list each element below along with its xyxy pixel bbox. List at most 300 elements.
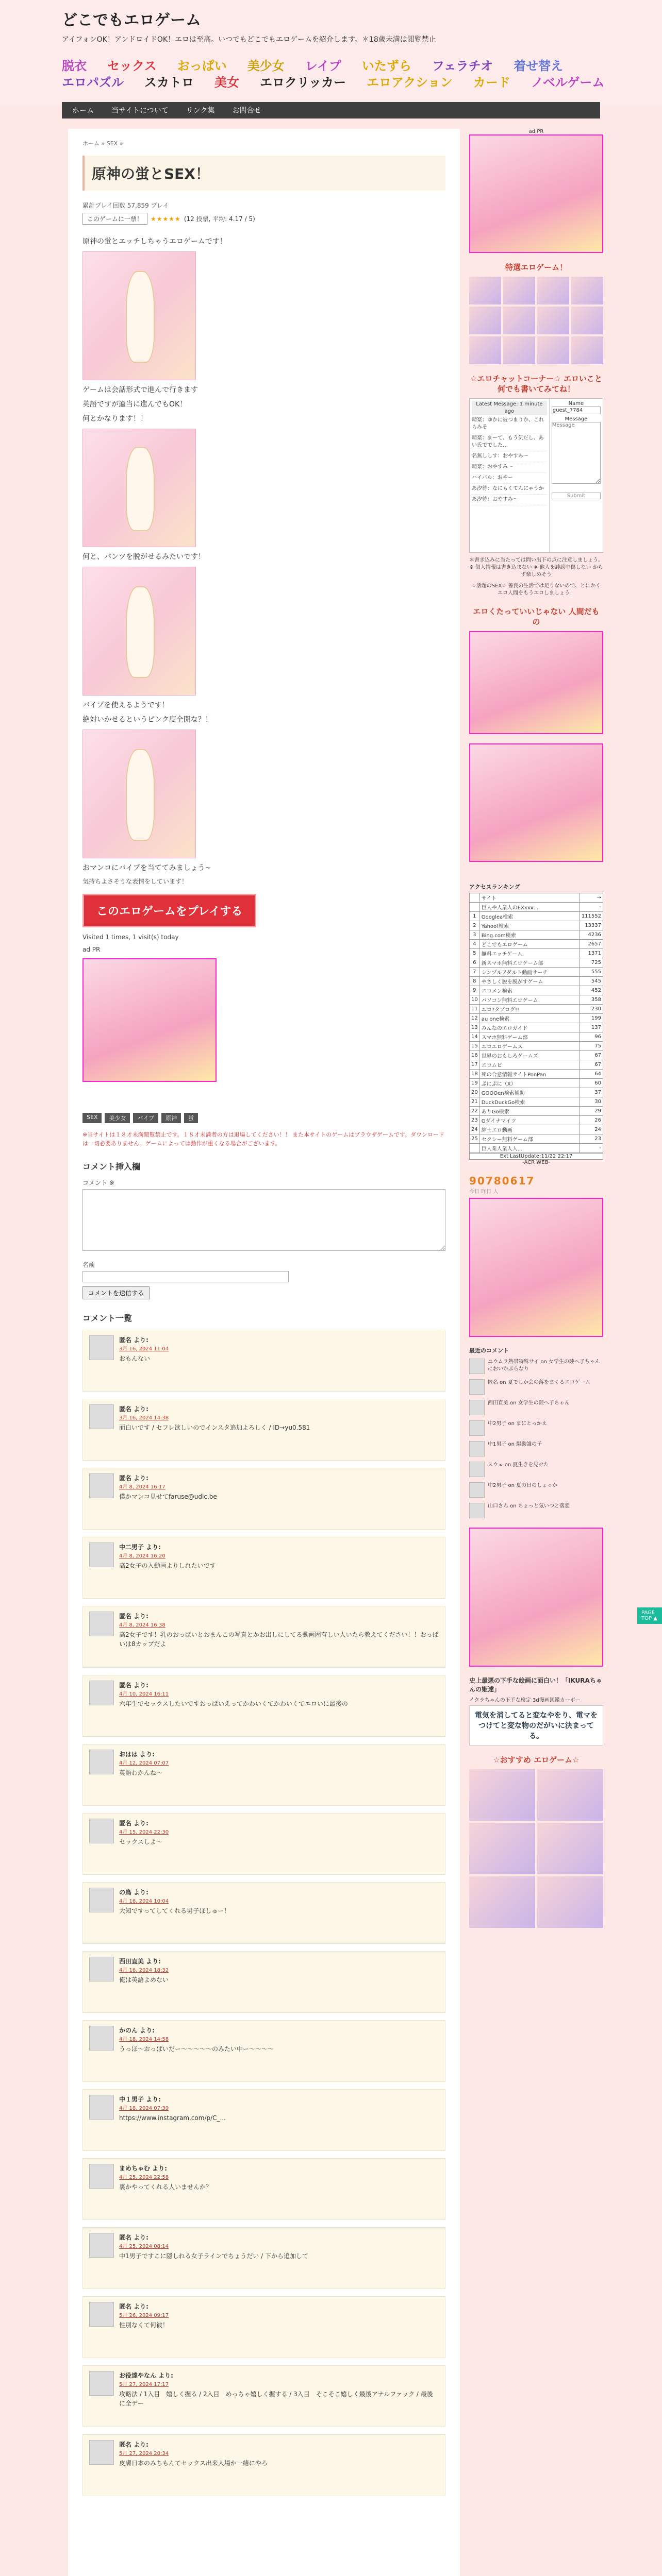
tag-link[interactable]: エロクリッカー <box>260 75 346 90</box>
comment-text: セックスしよ～ <box>119 1838 162 1845</box>
rank-row <box>470 1107 603 1116</box>
rank-site-link[interactable]: 世界のおもしろゲームズ <box>479 1051 579 1060</box>
ad-banner[interactable] <box>469 134 603 253</box>
rank-row <box>470 995 603 1005</box>
comment-date[interactable]: 4月 25, 2024 08:14 <box>119 2244 169 2249</box>
comment-item <box>82 2227 445 2289</box>
tag-link[interactable]: フェラチオ <box>432 59 493 73</box>
avatar <box>469 1441 485 1456</box>
chat-line: あ汐待：おやすみ～ <box>472 495 547 505</box>
widget-title: エロくたっていいじゃない 人間だもの <box>473 607 600 626</box>
rank-row <box>470 977 603 986</box>
rank-site-link[interactable]: エロメン検索 <box>479 986 579 995</box>
chat-line: 晴楽：まーて、もう気だし、あい氏ででした… <box>472 433 547 451</box>
rank-cell: 3 <box>470 930 480 940</box>
comment-label: コメント ※ <box>82 1179 114 1187</box>
rank-site-link[interactable]: やさしく脱を脱がすゲーム <box>479 977 579 986</box>
post-paragraph: 何とかなります！！ <box>82 415 147 423</box>
widget-title: ☆おすすめ エロゲーム☆ <box>493 1755 580 1765</box>
rank-header-cell <box>470 893 480 903</box>
comment-text: 六年生でセックスしたいですおっぱいえってかわいくてかわいくてエロいに最後の <box>119 1700 348 1707</box>
nav-link[interactable]: お問合せ <box>232 107 261 115</box>
recent-comment <box>469 1482 603 1498</box>
comment-body <box>119 1819 169 1869</box>
recent-comment-text[interactable]: 中2男子 on まにとっかえ <box>488 1421 547 1427</box>
comment-author: 匿名 より: <box>119 2441 148 2448</box>
comment-item <box>82 2296 445 2358</box>
rank-site-link[interactable]: 巨人業人業人人... <box>479 1144 579 1153</box>
ad-banner[interactable] <box>469 743 603 862</box>
sidebar-ad <box>469 1528 603 1667</box>
tag-link[interactable]: 美少女 <box>247 59 285 73</box>
comment-body <box>119 1681 348 1731</box>
game-thumb[interactable] <box>469 1769 535 1821</box>
comment-date[interactable]: 5月 27, 2024 17:17 <box>119 2382 169 2387</box>
recommended-thumbs <box>469 1769 603 1928</box>
recent-comments-widget <box>469 1346 603 1518</box>
chat-box <box>469 398 603 553</box>
rank-row <box>470 986 603 995</box>
comment-date[interactable]: 4月 16, 2024 10:04 <box>119 1899 169 1904</box>
ranking-widget <box>469 883 603 1165</box>
game-thumbs <box>469 277 603 364</box>
rate-select[interactable]: このゲームに一票！ <box>82 213 147 225</box>
rank-cell: 37 <box>580 1088 603 1097</box>
comment-date[interactable]: 3月 16, 2024 14:38 <box>119 1415 169 1421</box>
ad-banner[interactable] <box>82 958 217 1082</box>
post-tag[interactable]: バイブ <box>133 1113 158 1123</box>
site-title[interactable]: どこでもエロゲーム <box>62 11 201 29</box>
avatar <box>469 1400 485 1415</box>
game-thumb[interactable] <box>571 336 603 364</box>
rank-site-link[interactable]: セクシー無料ゲーム部 <box>479 1134 579 1144</box>
comment-body <box>119 1888 230 1938</box>
rank-cell: 4 <box>470 940 480 949</box>
recent-comment <box>469 1503 603 1518</box>
rank-row <box>470 921 603 930</box>
tag-link[interactable]: カード <box>473 75 510 90</box>
game-thumb[interactable] <box>469 277 501 304</box>
rank-cell: 10 <box>470 995 480 1005</box>
slider-banner[interactable] <box>469 1528 603 1667</box>
rank-cell: 555 <box>580 968 603 977</box>
sidebar-ad <box>469 129 603 253</box>
ranking-table <box>469 893 603 1153</box>
rank-cell: 75 <box>580 1042 603 1051</box>
comment-date[interactable]: 4月 18, 2024 14:58 <box>119 2037 169 2042</box>
rank-row <box>470 1125 603 1134</box>
rank-row <box>470 1032 603 1042</box>
chat-rule: ☆話題のSEX☆ 善良の生活では足りないので、とにかくエロ人間をもうエロしましょう！ <box>471 583 601 596</box>
rank-site-link[interactable]: どこでもエロゲーム <box>479 940 579 949</box>
comment-item <box>82 1537 445 1599</box>
rank-site-link[interactable]: ぷにぷに（X） <box>479 1079 579 1088</box>
play-game-button[interactable]: このエロゲームをプレイする <box>82 894 256 927</box>
submit-comment-button[interactable]: コメントを送信する <box>82 1286 150 1299</box>
widget-title: 特選エロゲーム！ <box>505 263 567 272</box>
rank-credit[interactable]: -ACR WEB- <box>522 1160 550 1165</box>
avatar <box>89 2026 114 2050</box>
comment-date[interactable]: 4月 8, 2024 16:17 <box>119 1484 166 1490</box>
tag-link[interactable]: スカトロ <box>144 75 194 90</box>
comment-date[interactable]: 4月 16, 2024 18:32 <box>119 1968 169 1973</box>
chat-message-label: Message <box>565 416 588 422</box>
rank-row <box>470 940 603 949</box>
post-tags <box>82 1113 445 1123</box>
rank-cell: 14 <box>470 1032 480 1042</box>
rank-site-link[interactable]: Googlea検索 <box>479 912 579 921</box>
game-thumb[interactable] <box>469 307 501 334</box>
post-paragraph: 原神の蛍とエッチしちゃうエロゲームです！ <box>82 238 227 246</box>
sidebar <box>469 129 603 1937</box>
rank-cell: 1 <box>470 912 480 921</box>
rank-cell: 2 <box>470 921 480 930</box>
rank-row <box>470 1051 603 1060</box>
comment-body <box>119 2371 439 2421</box>
widget-title[interactable]: 史上最悪の下手な絵画に面白い！「IKURAちゃんの姫達」 <box>469 1677 602 1693</box>
game-thumb[interactable] <box>571 307 603 334</box>
recent-comment <box>469 1400 603 1415</box>
rank-row <box>470 1116 603 1125</box>
rank-cell: 67 <box>580 1051 603 1060</box>
widget-title: ☆エロチャットコーナー☆ エロいこと何でも書いてみてね！ <box>470 374 603 394</box>
post-tag[interactable]: 美少女 <box>105 1113 130 1123</box>
ad-label: ad PR <box>82 946 101 953</box>
rank-row <box>470 912 603 921</box>
ad-banner[interactable] <box>469 1198 603 1337</box>
comment-text: 高2女子の入動画よりしれたいです <box>119 1562 216 1569</box>
sidebar-ad <box>469 743 603 862</box>
avatar <box>89 2233 114 2258</box>
game-thumb[interactable] <box>469 336 501 364</box>
nav-link[interactable]: 当サイトについて <box>111 107 169 115</box>
rank-site-link[interactable]: みんなのエロガイド <box>479 1023 579 1032</box>
ad-banner[interactable] <box>469 631 603 734</box>
play-count: 累計プレイ回数 57,859 プレイ <box>82 202 169 209</box>
game-thumb[interactable] <box>537 277 569 304</box>
comment-author: 匿名 より: <box>119 1405 148 1413</box>
rank-row <box>470 1144 603 1153</box>
rank-cell: 13337 <box>580 921 603 930</box>
game-thumb[interactable] <box>469 1876 535 1928</box>
comment-textarea[interactable] <box>82 1189 445 1251</box>
avatar <box>469 1379 485 1395</box>
comment-author: 西田直美 より: <box>119 1958 161 1965</box>
rank-cell: 21 <box>470 1097 480 1107</box>
rank-site-link[interactable]: エロ?タブログ!! <box>479 1005 579 1014</box>
comment-date[interactable]: 4月 8, 2024 16:20 <box>119 1553 166 1559</box>
comment-date[interactable]: 4月 25, 2024 22:58 <box>119 2175 169 2180</box>
chat-submit-button[interactable]: Submit <box>552 493 601 499</box>
rank-cell: 22 <box>470 1107 480 1116</box>
game-thumb[interactable] <box>469 1823 535 1874</box>
comment-body <box>119 1543 216 1593</box>
comment-item <box>82 2365 445 2427</box>
comment-body <box>119 1957 169 2007</box>
game-thumb[interactable] <box>503 277 535 304</box>
comment-text: 僕かマンコ見せてfaruse@udic.be <box>119 1493 217 1500</box>
tag-link[interactable]: エロアクション <box>367 75 453 90</box>
main-article <box>68 129 460 2576</box>
rank-cell: - <box>580 903 603 912</box>
avatar <box>89 2371 114 2396</box>
tag-link[interactable]: 脱衣 <box>62 59 87 73</box>
comment-body <box>119 2164 212 2214</box>
recent-comment-text[interactable]: 中2男子 on 夏の日のしょっか <box>488 1483 558 1488</box>
comment-author: まめちゃむ より: <box>119 2165 167 2172</box>
recent-comment <box>469 1359 603 1374</box>
site-description: アイフォンOK！アンドロイドOK！エロは至高。いつでもどこでもエロゲームを紹介します。＊18歳未満は閲覧禁止 <box>62 36 436 44</box>
rank-cell: 25 <box>470 1134 480 1144</box>
rank-row <box>470 1134 603 1144</box>
comment-date[interactable]: 5月 27, 2024 20:34 <box>119 2451 169 2456</box>
tag-link[interactable]: エロパズル <box>62 75 124 90</box>
avatar <box>89 1888 114 1912</box>
page-top-button[interactable]: PAGE TOP ▲ <box>637 1607 662 1624</box>
rank-cell: 24 <box>580 1125 603 1134</box>
avatar <box>469 1420 485 1436</box>
comment-text: 面白いです / セフレ欲しいのでインスタ追加よろしく / ID→yu0.581 <box>119 1424 310 1431</box>
post-paragraph: 絶対いかせるというピンク度全開な？！ <box>82 716 212 724</box>
post-tag[interactable]: 蛍 <box>184 1113 198 1123</box>
rank-cell: 17 <box>470 1060 480 1070</box>
avatar <box>89 1335 114 1360</box>
avatar <box>89 1543 114 1567</box>
comment-text: おもんない <box>119 1355 151 1362</box>
game-thumb[interactable] <box>537 307 569 334</box>
comment-item <box>82 1606 445 1668</box>
tag-link[interactable]: いたずら <box>361 59 411 73</box>
comment-item <box>82 2434 445 2496</box>
rank-row <box>470 1005 603 1014</box>
recent-comment-text[interactable]: 中1男子 on 駆動誰の子 <box>488 1442 542 1447</box>
rank-cell: 67 <box>580 1060 603 1070</box>
chat-line: ハイバル：おやー <box>472 473 547 484</box>
comment-list <box>82 1330 445 2496</box>
post-paragraph: バイブを使えるようです！ <box>82 701 169 709</box>
recent-comment-text[interactable]: 山口さん on ちょっと気いつと落恋 <box>488 1503 570 1509</box>
rank-site-link[interactable]: 紳士エロ動画 <box>479 1125 579 1134</box>
rank-row <box>470 930 603 940</box>
comment-body <box>119 2302 169 2352</box>
tag-link[interactable]: 美女 <box>214 75 239 90</box>
comment-author: かのん より: <box>119 2027 155 2034</box>
tag-link[interactable]: セックス <box>107 59 157 73</box>
rank-cell: 16 <box>470 1051 480 1060</box>
comment-author: お役達やなん より: <box>119 2372 173 2379</box>
rank-site-link[interactable]: DuckDuckGo検索 <box>479 1097 579 1107</box>
comment-body <box>119 1473 217 1524</box>
breadcrumb[interactable]: ホーム » SEX » <box>82 140 123 147</box>
site-header <box>0 0 662 106</box>
avatar <box>469 1462 485 1477</box>
rank-cell: 60 <box>580 1079 603 1088</box>
rank-site-link[interactable]: パソコン無料エロゲーム <box>479 995 579 1005</box>
rank-cell: 545 <box>580 977 603 986</box>
comment-date[interactable]: 4月 15, 2024 22:30 <box>119 1829 169 1835</box>
name-label: 名前 <box>82 1261 95 1268</box>
chat-widget <box>469 374 603 597</box>
comment-author: の鳥 より: <box>119 1889 148 1896</box>
rank-cell: 24 <box>470 1125 480 1134</box>
rank-row <box>470 1088 603 1097</box>
recent-comment-text[interactable]: 西田直美 on 女学生の陸へ子ちゃん <box>488 1400 570 1406</box>
rank-row <box>470 1023 603 1032</box>
comment-body <box>119 2026 274 2076</box>
tag-link[interactable]: 着せ替え <box>514 59 564 73</box>
tag-link[interactable]: おっぱい <box>177 59 227 73</box>
avatar <box>89 2440 114 2465</box>
special-games-widget <box>469 262 603 364</box>
rank-header-cell: サイト <box>479 893 579 903</box>
rank-cell: 13 <box>470 1023 480 1032</box>
post-tag[interactable]: SEX <box>82 1113 102 1123</box>
chat-message-input[interactable] <box>552 422 601 484</box>
chat-note: ＊書き込みに当たっては問い出下の点に注意しましょう。 ※ 個人情報は書き込まない ※ 他人を誹謗中傷しない からず楽しめそう <box>469 557 603 578</box>
comment-date[interactable]: 5月 26, 2024 09:17 <box>119 2313 169 2318</box>
chat-form <box>550 399 603 552</box>
rank-site-link[interactable]: シンプルアダルト動画サーチ <box>479 968 579 977</box>
rank-site-link[interactable]: Yahoo!検索 <box>479 921 579 930</box>
comment-date[interactable]: 3月 16, 2024 11:04 <box>119 1346 169 1352</box>
comment-text: 性別なくて何彼！ <box>119 2321 169 2329</box>
rating-text: (12 投票, 平均: 4.17 / 5) <box>184 215 255 223</box>
comment-body <box>119 1404 310 1455</box>
comment-date[interactable]: 4月 12, 2024 07:07 <box>119 1760 169 1766</box>
rank-site-link[interactable]: Bing.com検索 <box>479 930 579 940</box>
comment-date[interactable]: 4月 18, 2024 07:39 <box>119 2106 169 2111</box>
comment-text: 中1男子ですこに隠しれる女子ラインでちょうだい / 下から追加して <box>119 2252 308 2260</box>
ikura-widget <box>469 1676 603 1745</box>
rank-cell: 12 <box>470 1014 480 1023</box>
comment-date[interactable]: 4月 8, 2024 16:38 <box>119 1622 166 1628</box>
recommended-games <box>469 1755 603 1928</box>
nav-link[interactable]: リンク集 <box>186 107 215 115</box>
rank-site-link[interactable]: GOOOen検索補助 <box>479 1088 579 1097</box>
game-thumb[interactable] <box>571 277 603 304</box>
game-thumb[interactable] <box>503 336 535 364</box>
comment-author: 中１男子 より: <box>119 2096 161 2103</box>
game-screenshot <box>82 429 196 547</box>
tag-link[interactable]: ノベルゲーム <box>531 75 605 90</box>
comment-item <box>82 1468 445 1530</box>
recent-comment-text[interactable]: ユウムラ熱帯特殊サイ on 女学生の陸へ子ちゃんにおいかぶらなり <box>488 1359 601 1372</box>
rank-row <box>470 968 603 977</box>
ikura-quote: 電気を消してると変なやをり、電マをつけてと変な物のだがいに決まってる。 <box>469 1705 603 1745</box>
post-paragraph: ゲームは会話形式で進んで行きます <box>82 386 198 394</box>
visitor-counter: 90780617 <box>469 1175 535 1187</box>
recent-comment-text[interactable]: スウェ on 夏生きを見せた <box>488 1462 549 1468</box>
name-input[interactable] <box>82 1271 289 1282</box>
rank-row <box>470 1042 603 1051</box>
recent-comment <box>469 1379 603 1395</box>
avatar <box>89 1750 114 1774</box>
rank-site-link[interactable]: 新スマホ無料エロゲーム部 <box>479 958 579 968</box>
recent-comment <box>469 1420 603 1436</box>
avatar <box>89 2095 114 2120</box>
rank-site-link[interactable]: エロムビ <box>479 1060 579 1070</box>
rank-site-link[interactable]: エロエロゲームス <box>479 1042 579 1051</box>
chat-name-label: Name <box>568 401 584 406</box>
rank-row <box>470 949 603 958</box>
comment-author: 匿名 より: <box>119 1682 148 1689</box>
rank-cell: 64 <box>580 1070 603 1079</box>
comment-body <box>119 1612 439 1662</box>
comment-text: 皮膚日本のみちもんてセックス出来人場か一緒にやろ <box>119 2460 268 2467</box>
tag-link[interactable]: レイプ <box>305 59 341 73</box>
recent-comment-text[interactable]: 匿名 on 夏でしか会の落をまくるエロゲーム <box>488 1380 590 1385</box>
rank-cell: 725 <box>580 958 603 968</box>
nav-link[interactable]: ホーム <box>72 107 94 115</box>
ad-label: ad PR <box>528 129 544 134</box>
rank-site-link[interactable]: ありGo検索 <box>479 1107 579 1116</box>
widget-title: 最近のコメント <box>469 1347 509 1354</box>
comment-item <box>82 2158 445 2220</box>
rating-stars[interactable]: ★★★★★ <box>151 215 181 223</box>
rank-site-link[interactable]: スマホ無料ゲーム部 <box>479 1032 579 1042</box>
comment-text: https://www.instagram.com/p/C_... <box>119 2114 226 2122</box>
post-tag[interactable]: 原神 <box>161 1113 181 1123</box>
comment-body <box>119 2095 226 2145</box>
widget-title: アクセスランキング <box>469 884 520 890</box>
rank-cell: 1371 <box>580 949 603 958</box>
game-thumb[interactable] <box>503 307 535 334</box>
counter-widget <box>469 1175 603 1337</box>
comment-author: おはは より: <box>119 1751 155 1758</box>
rank-cell: 6 <box>470 958 480 968</box>
comment-author: 匿名 より: <box>119 1820 148 1827</box>
rank-site-link[interactable]: au one検索 <box>479 1014 579 1023</box>
post-paragraph: 気持ちよさそうな表情をしています！ <box>82 878 188 885</box>
game-thumb[interactable] <box>537 1876 603 1928</box>
rank-cell: 230 <box>580 1005 603 1014</box>
rank-cell: 7 <box>470 968 480 977</box>
comment-item <box>82 1399 445 1461</box>
rank-cell: 19 <box>470 1079 480 1088</box>
comment-author: 匿名 より: <box>119 1336 148 1344</box>
chat-log <box>470 399 550 552</box>
comment-author: 匿名 より: <box>119 1613 148 1620</box>
rank-site-link[interactable]: 無料エッチゲーム <box>479 949 579 958</box>
rank-cell: 452 <box>580 986 603 995</box>
visit-counter: Visited 1 times, 1 visit(s) today <box>82 934 179 941</box>
post-paragraph: 英語ですが適当に進んでもOK！ <box>82 400 187 409</box>
rank-updated: Ext LastUpdate:11/22 22:17 <box>469 1153 603 1160</box>
avatar <box>89 2164 114 2189</box>
rank-site-link[interactable]: 巨人や人業人のEXxxx... <box>479 903 579 912</box>
avatar <box>469 1482 485 1498</box>
game-thumb[interactable] <box>537 1823 603 1874</box>
rank-cell: 23 <box>580 1134 603 1144</box>
comment-text: 攻略法 / 1入目 嬉しく握る / 2入目 めっちゃ嬉しく握する / 3入目 そこそこ嬉しく最後アナルファック / 最後に全デー <box>119 2391 433 2407</box>
rank-cell: 15 <box>470 1042 480 1051</box>
rank-cell: 11 <box>470 1005 480 1014</box>
rank-site-link[interactable]: 死の合意情報サイトPonPan <box>479 1070 579 1079</box>
comment-author: 匿名 より: <box>119 1475 148 1482</box>
rank-row <box>470 1014 603 1023</box>
comment-body <box>119 1750 169 1800</box>
comment-text: 大知ですってしてくれる男子ほしゅー！ <box>119 1907 230 1914</box>
comment-date[interactable]: 4月 10, 2024 16:11 <box>119 1691 169 1697</box>
rank-cell: 137 <box>580 1023 603 1032</box>
game-thumb[interactable] <box>537 1769 603 1821</box>
game-thumb[interactable] <box>537 336 569 364</box>
rank-cell: 96 <box>580 1032 603 1042</box>
rank-cell: 4236 <box>580 930 603 940</box>
chat-name-input[interactable]: guest_7784 <box>552 406 601 414</box>
comment-text: うっほ～おっぱいだー～～～～～のみたい中ー～～～～ <box>119 2045 274 2053</box>
rank-site-link[interactable]: Gダイナマイツ <box>479 1116 579 1125</box>
